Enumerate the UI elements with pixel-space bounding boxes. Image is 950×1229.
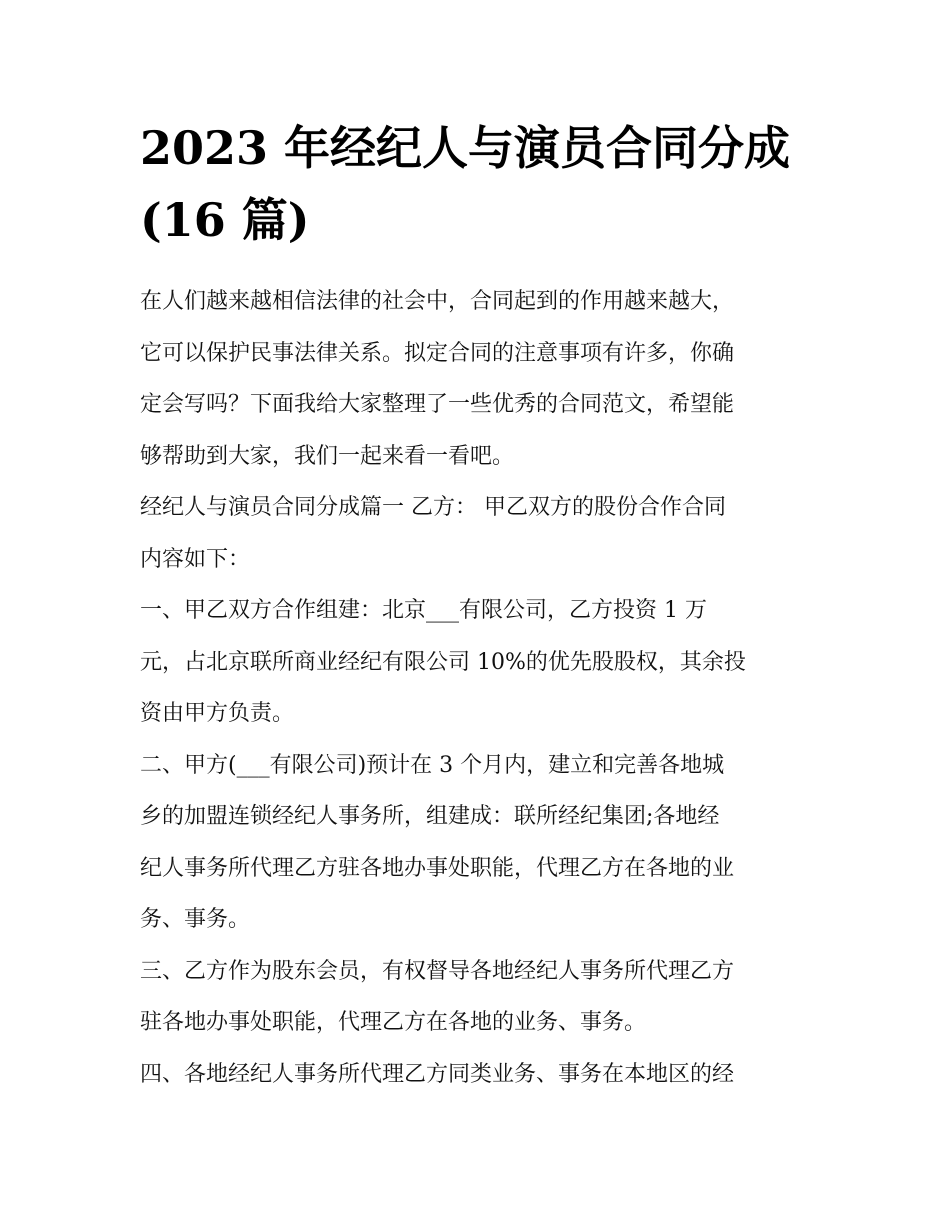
body-line: 定会写吗？下面我给大家整理了一些优秀的合同范文，希望能 bbox=[140, 392, 735, 417]
body-line: 在人们越来越相信法律的社会中，合同起到的作用越来越大， bbox=[140, 289, 735, 314]
body-line: 纪人事务所代理乙方驻各地办事处职能，代理乙方在各地的业 bbox=[140, 855, 735, 881]
body-line: 它可以保护民事法律关系。拟定合同的注意事项有许多，你确 bbox=[140, 340, 735, 366]
body-line: 四、各地经纪人事务所代理乙方同类业务、事务在本地区的经 bbox=[140, 1061, 735, 1087]
title-line-2: (16 篇) bbox=[140, 193, 310, 247]
body-line: 经纪人与演员合同分成篇一 乙方： 甲乙双方的股份合作合同 bbox=[140, 495, 726, 520]
body-line: 驻各地办事处职能，代理乙方在各地的业务、事务。 bbox=[140, 1010, 647, 1035]
body-line: 内容如下： bbox=[140, 546, 251, 572]
body-line: 乡的加盟连锁经纪人事务所，组建成：联所经纪集团;各地经 bbox=[140, 804, 720, 829]
document-title bbox=[140, 112, 820, 256]
title-line-1: 2023 年经纪人与演员合同分成 bbox=[140, 121, 791, 175]
body-line: 资由甲方负责。 bbox=[140, 701, 295, 726]
body-line: 三、乙方作为股东会员，有权督导各地经纪人事务所代理乙方 bbox=[140, 958, 735, 984]
body-line: 够帮助到大家，我们一起来看一看吧。 bbox=[140, 443, 515, 469]
document-body bbox=[140, 276, 820, 1100]
body-line: 二、甲方(___有限公司)预计在 3 个月内，建立和完善各地城 bbox=[140, 752, 725, 778]
body-line: 元，占北京联所商业经纪有限公司 10%的优先股股权，其余投 bbox=[140, 649, 746, 675]
body-line: 务、事务。 bbox=[140, 907, 251, 932]
body-line: 一、甲乙双方合作组建：北京___有限公司，乙方投资 1 万 bbox=[140, 598, 707, 623]
